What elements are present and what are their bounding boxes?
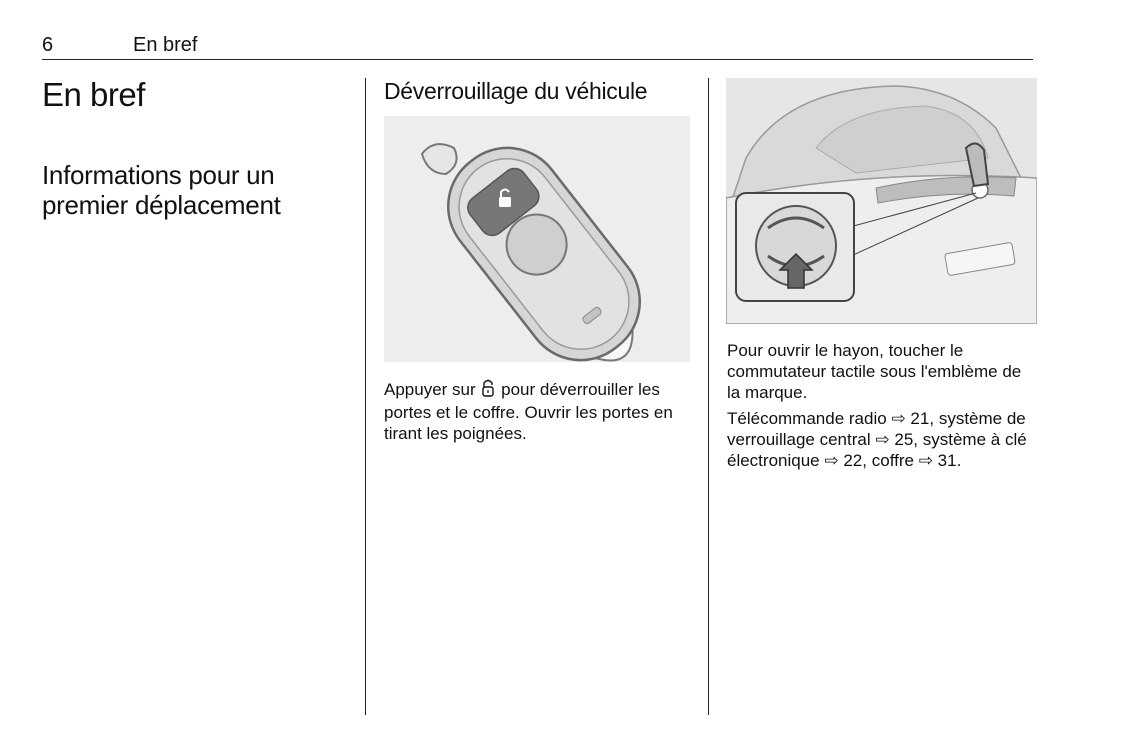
- ref-text: système à clé électronique: [727, 430, 1027, 470]
- ref-sep: ,: [913, 430, 919, 449]
- ref-item[interactable]: [727, 409, 939, 428]
- ref-text: Télécommande radio: [727, 409, 887, 428]
- chapter-title: En bref: [42, 76, 145, 113]
- unlock-icon: [482, 379, 494, 402]
- ref-item[interactable]: [872, 451, 962, 470]
- page-arrow-icon: ⇨: [918, 451, 933, 470]
- page-arrow-icon: ⇨: [875, 430, 890, 449]
- page-arrow-icon: ⇨: [891, 409, 906, 428]
- page-arrow-icon: ⇨: [824, 451, 839, 470]
- ref-page: 25: [894, 430, 914, 449]
- ref-sep: ,: [929, 409, 935, 428]
- header-rule: [42, 59, 1033, 60]
- instruction-suffix: pour déverrouiller les portes et le coffre. Ouvrir les portes en tirant les poignées.: [384, 380, 673, 443]
- ref-sep: ,: [862, 451, 867, 470]
- key-fob-illustration: [384, 116, 690, 362]
- tailgate-instructions: Pour ouvrir le hayon, toucher le commutateur tactile sous l'emblème de la marque.: [727, 341, 1022, 402]
- subsection-title: Déverrouillage du véhicule: [384, 78, 648, 104]
- column-divider-1: [365, 78, 366, 715]
- column-divider-2: [708, 78, 709, 715]
- ref-page: 31: [937, 451, 957, 470]
- ref-page: 21: [910, 409, 930, 428]
- section-title: Informations pour un premier déplacement: [42, 160, 281, 220]
- ref-text: système de verrouillage central: [727, 409, 1026, 449]
- unlock-instructions: [384, 379, 694, 444]
- ref-page: 22: [843, 451, 863, 470]
- running-section-title: En bref: [133, 34, 198, 56]
- instruction-prefix: Appuyer sur: [384, 380, 476, 399]
- ref-text: coffre: [871, 451, 914, 470]
- page-number: 6: [42, 34, 54, 56]
- ref-sep: .: [956, 451, 962, 470]
- car-tailgate-illustration: [726, 78, 1037, 324]
- cross-references: [727, 408, 1039, 471]
